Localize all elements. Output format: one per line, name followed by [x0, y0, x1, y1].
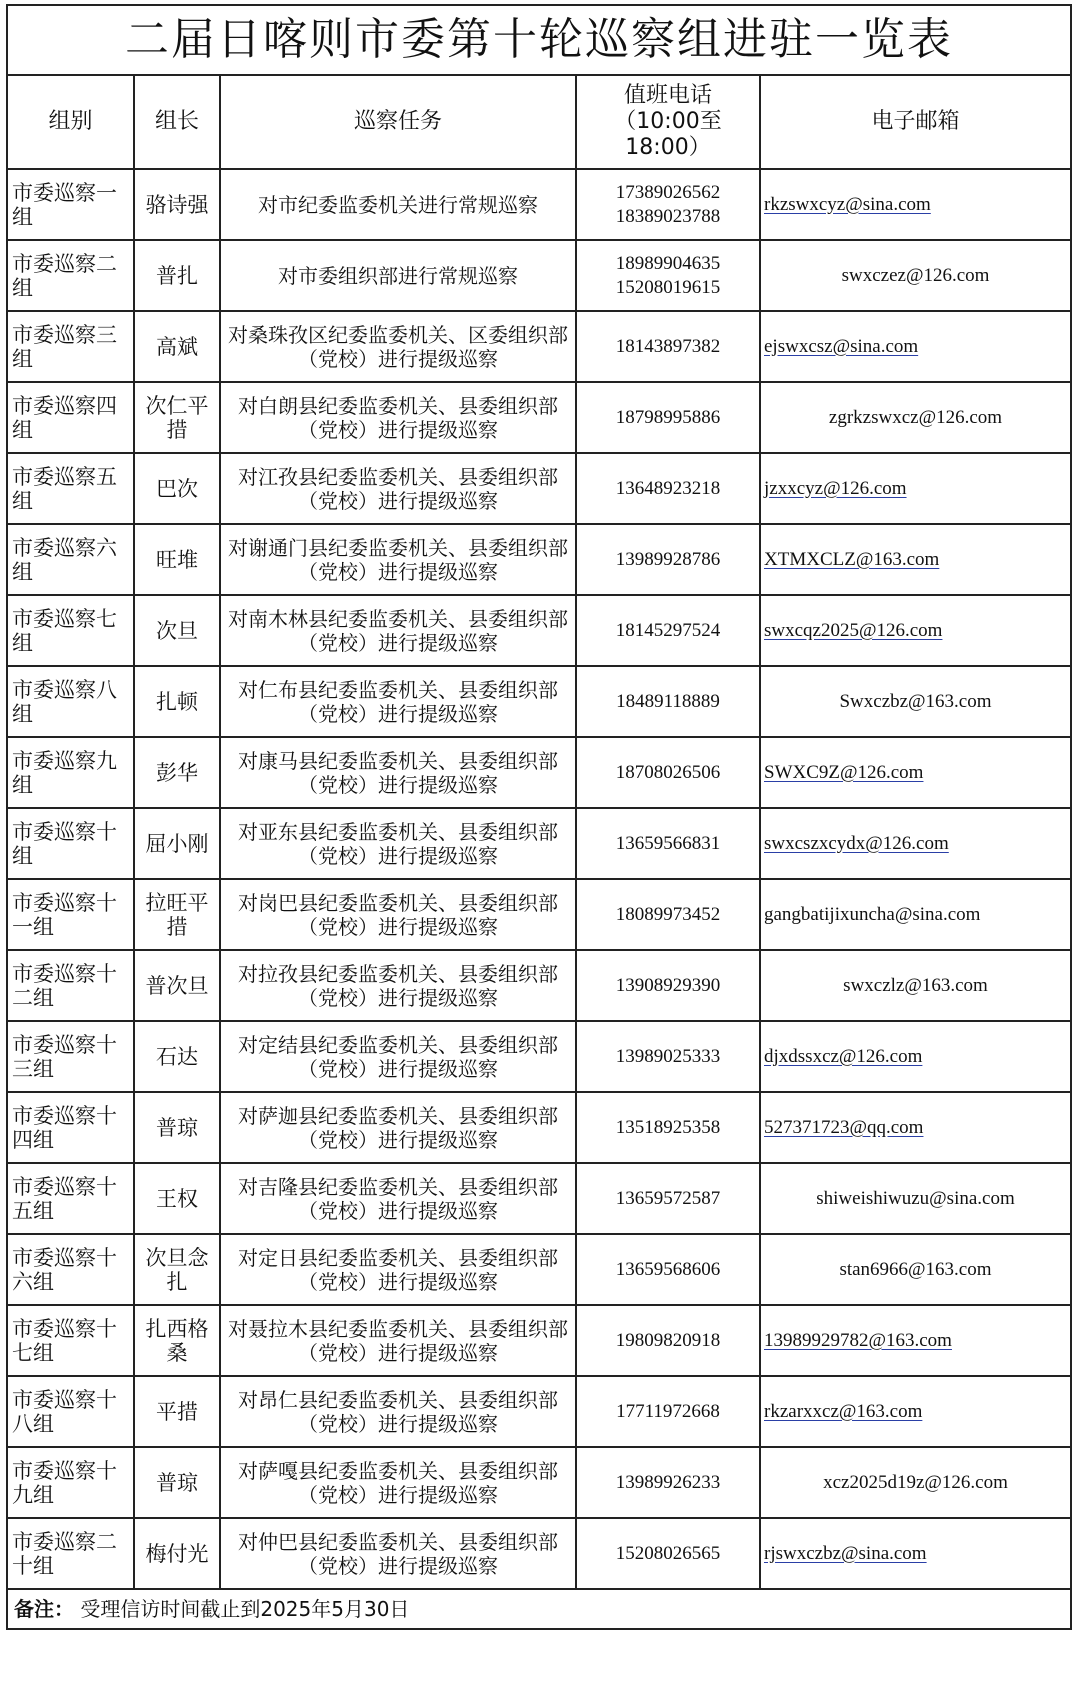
email-cell	[760, 1021, 1070, 1092]
phone-cell	[576, 1092, 760, 1163]
group-cell: 市委巡察六组	[8, 524, 134, 595]
phone-number: 13989928786	[615, 548, 721, 570]
leader-cell: 骆诗强	[134, 169, 220, 240]
table-row	[8, 1447, 1070, 1518]
email-cell	[760, 808, 1070, 879]
phone-number: 15208019615	[615, 276, 721, 298]
email-link[interactable]: xcz2025d19z@126.com	[823, 1471, 1008, 1493]
table-row	[8, 595, 1070, 666]
leader-cell: 彭华	[134, 737, 220, 808]
task-cell: 对定日县纪委监委机关、县委组织部（党校）进行提级巡察	[220, 1234, 576, 1305]
header-email: 电子邮箱	[760, 76, 1070, 169]
leader-cell: 王权	[134, 1163, 220, 1234]
leader-cell: 普琼	[134, 1092, 220, 1163]
table-row	[8, 1234, 1070, 1305]
note-text: 受理信访时间截止到2025年5月30日	[80, 1597, 410, 1621]
email-cell	[760, 666, 1070, 737]
phone-number: 13648923218	[615, 477, 721, 499]
note-label: 备注：	[14, 1597, 74, 1621]
table-row	[8, 737, 1070, 808]
phone-number: 18798995886	[615, 406, 721, 428]
group-cell: 市委巡察十六组	[8, 1234, 134, 1305]
group-cell: 市委巡察二十组	[8, 1518, 134, 1589]
email-link[interactable]: rkzswxcyz@sina.com	[764, 193, 931, 215]
task-cell: 对市纪委监委机关进行常规巡察	[220, 169, 576, 240]
group-cell: 市委巡察一组	[8, 169, 134, 240]
phone-number: 18489118889	[616, 690, 720, 712]
task-cell: 对昂仁县纪委监委机关、县委组织部（党校）进行提级巡察	[220, 1376, 576, 1447]
inspection-table	[8, 76, 1070, 1628]
group-cell: 市委巡察十九组	[8, 1447, 134, 1518]
phone-number: 15208026565	[615, 1542, 721, 1564]
group-cell: 市委巡察八组	[8, 666, 134, 737]
group-cell: 市委巡察十七组	[8, 1305, 134, 1376]
header-group: 组别	[8, 76, 134, 169]
table-row	[8, 1518, 1070, 1589]
email-link[interactable]: swxczez@126.com	[841, 264, 990, 286]
email-link[interactable]: swxcqz2025@126.com	[764, 619, 943, 641]
email-link[interactable]: XTMXCLZ@163.com	[764, 548, 940, 570]
table-row	[8, 453, 1070, 524]
phone-cell	[576, 879, 760, 950]
group-cell: 市委巡察十一组	[8, 879, 134, 950]
task-cell: 对拉孜县纪委监委机关、县委组织部（党校）进行提级巡察	[220, 950, 576, 1021]
email-cell	[760, 1305, 1070, 1376]
phone-number: 13518925358	[615, 1116, 721, 1138]
task-cell: 对市委组织部进行常规巡察	[220, 240, 576, 311]
phone-number: 18708026506	[615, 761, 721, 783]
phone-number: 17711972668	[616, 1400, 720, 1422]
phone-cell	[576, 1518, 760, 1589]
email-link[interactable]: stan6966@163.com	[839, 1258, 992, 1280]
phone-number: 19809820918	[615, 1329, 721, 1351]
email-cell	[760, 1447, 1070, 1518]
leader-cell: 旺堆	[134, 524, 220, 595]
task-cell: 对白朗县纪委监委机关、县委组织部（党校）进行提级巡察	[220, 382, 576, 453]
table-row	[8, 1092, 1070, 1163]
leader-cell: 普琼	[134, 1447, 220, 1518]
task-cell: 对南木林县纪委监委机关、县委组织部（党校）进行提级巡察	[220, 595, 576, 666]
phone-cell	[576, 666, 760, 737]
phone-cell	[576, 311, 760, 382]
phone-number: 13659568606	[615, 1258, 721, 1280]
email-link[interactable]: rkzarxxcz@163.com	[764, 1400, 923, 1422]
email-cell	[760, 1163, 1070, 1234]
table-row	[8, 950, 1070, 1021]
phone-number: 18989904635	[615, 252, 721, 274]
phone-number: 13908929390	[615, 974, 721, 996]
phone-number: 13989025333	[615, 1045, 721, 1067]
email-link[interactable]: gangbatijixuncha@sina.com	[764, 903, 981, 925]
task-cell: 对岗巴县纪委监委机关、县委组织部（党校）进行提级巡察	[220, 879, 576, 950]
email-link[interactable]: ejswxcsz@sina.com	[764, 335, 919, 357]
header-phone-line1: 值班电话	[623, 83, 712, 108]
email-cell	[760, 950, 1070, 1021]
email-cell	[760, 595, 1070, 666]
table-row	[8, 240, 1070, 311]
leader-cell: 梅付光	[134, 1518, 220, 1589]
email-cell	[760, 240, 1070, 311]
group-cell: 市委巡察十八组	[8, 1376, 134, 1447]
phone-cell	[576, 595, 760, 666]
leader-cell: 石达	[134, 1021, 220, 1092]
task-cell: 对聂拉木县纪委监委机关、县委组织部（党校）进行提级巡察	[220, 1305, 576, 1376]
phone-cell	[576, 1305, 760, 1376]
phone-cell	[576, 382, 760, 453]
phone-number: 13659572587	[615, 1187, 721, 1209]
table-body	[8, 169, 1070, 1589]
leader-cell: 屈小刚	[134, 808, 220, 879]
phone-cell	[576, 169, 760, 240]
phone-cell	[576, 1021, 760, 1092]
phone-number: 13659566831	[615, 832, 721, 854]
group-cell: 市委巡察十四组	[8, 1092, 134, 1163]
email-link[interactable]: 13989929782@163.com	[764, 1329, 952, 1351]
task-cell: 对仲巴县纪委监委机关、县委组织部（党校）进行提级巡察	[220, 1518, 576, 1589]
phone-number: 17389026562	[615, 181, 721, 203]
inspection-table-sheet	[6, 4, 1072, 1630]
task-cell: 对亚东县纪委监委机关、县委组织部（党校）进行提级巡察	[220, 808, 576, 879]
email-cell	[760, 1518, 1070, 1589]
phone-cell	[576, 240, 760, 311]
email-link[interactable]: SWXC9Z@126.com	[764, 761, 924, 783]
group-cell: 市委巡察十五组	[8, 1163, 134, 1234]
task-cell: 对谢通门县纪委监委机关、县委组织部（党校）进行提级巡察	[220, 524, 576, 595]
email-cell	[760, 311, 1070, 382]
table-header-row	[8, 76, 1070, 169]
group-cell: 市委巡察十三组	[8, 1021, 134, 1092]
table-row	[8, 879, 1070, 950]
table-row	[8, 808, 1070, 879]
table-row	[8, 1163, 1070, 1234]
leader-cell: 拉旺平措	[134, 879, 220, 950]
phone-cell	[576, 950, 760, 1021]
leader-cell: 次旦	[134, 595, 220, 666]
header-phone-line3: 18:00）	[625, 135, 711, 160]
group-cell: 市委巡察十二组	[8, 950, 134, 1021]
email-link[interactable]: Swxczbz@163.com	[839, 690, 992, 712]
email-link[interactable]: zgrkzswxcz@126.com	[828, 406, 1003, 428]
phone-cell	[576, 1234, 760, 1305]
phone-cell	[576, 1376, 760, 1447]
email-cell	[760, 879, 1070, 950]
header-phone-line2: （10:00至	[614, 109, 722, 134]
email-link[interactable]: 527371723@qq.com	[764, 1116, 924, 1138]
task-cell: 对桑珠孜区纪委监委机关、区委组织部（党校）进行提级巡察	[220, 311, 576, 382]
group-cell: 市委巡察九组	[8, 737, 134, 808]
leader-cell: 平措	[134, 1376, 220, 1447]
email-link[interactable]: swxczlz@163.com	[843, 974, 988, 996]
task-cell: 对萨嘎县纪委监委机关、县委组织部（党校）进行提级巡察	[220, 1447, 576, 1518]
phone-cell	[576, 453, 760, 524]
email-link[interactable]: jzxxcyz@126.com	[764, 477, 907, 499]
email-cell	[760, 737, 1070, 808]
group-cell: 市委巡察十组	[8, 808, 134, 879]
table-row	[8, 1376, 1070, 1447]
leader-cell: 普次旦	[134, 950, 220, 1021]
group-cell: 市委巡察七组	[8, 595, 134, 666]
email-link[interactable]: shiweishiwuzu@sina.com	[816, 1187, 1015, 1209]
email-link[interactable]: djxdssxcz@126.com	[764, 1045, 923, 1067]
table-row	[8, 1021, 1070, 1092]
leader-cell: 次旦念扎	[134, 1234, 220, 1305]
email-link[interactable]: swxcszxcydx@126.com	[764, 832, 949, 854]
table-row	[8, 311, 1070, 382]
email-cell	[760, 524, 1070, 595]
leader-cell: 扎顿	[134, 666, 220, 737]
group-cell: 市委巡察五组	[8, 453, 134, 524]
table-row	[8, 666, 1070, 737]
table-row	[8, 169, 1070, 240]
task-cell: 对定结县纪委监委机关、县委组织部（党校）进行提级巡察	[220, 1021, 576, 1092]
note-row	[8, 1589, 1070, 1628]
email-cell	[760, 1092, 1070, 1163]
phone-cell	[576, 1163, 760, 1234]
page-title: 二届日喀则市委第十轮巡察组进驻一览表	[8, 6, 1070, 76]
task-cell: 对仁布县纪委监委机关、县委组织部（党校）进行提级巡察	[220, 666, 576, 737]
task-cell: 对萨迦县纪委监委机关、县委组织部（党校）进行提级巡察	[220, 1092, 576, 1163]
table-row	[8, 382, 1070, 453]
leader-cell: 普扎	[134, 240, 220, 311]
phone-number: 18089973452	[615, 903, 721, 925]
phone-cell	[576, 524, 760, 595]
leader-cell: 扎西格桑	[134, 1305, 220, 1376]
header-task: 巡察任务	[220, 76, 576, 169]
email-cell	[760, 453, 1070, 524]
task-cell: 对康马县纪委监委机关、县委组织部（党校）进行提级巡察	[220, 737, 576, 808]
group-cell: 市委巡察二组	[8, 240, 134, 311]
task-cell: 对江孜县纪委监委机关、县委组织部（党校）进行提级巡察	[220, 453, 576, 524]
table-row	[8, 1305, 1070, 1376]
email-link[interactable]: rjswxczbz@sina.com	[764, 1542, 927, 1564]
group-cell: 市委巡察三组	[8, 311, 134, 382]
group-cell: 市委巡察四组	[8, 382, 134, 453]
phone-number: 18389023788	[615, 205, 721, 227]
phone-cell	[576, 1447, 760, 1518]
task-cell: 对吉隆县纪委监委机关、县委组织部（党校）进行提级巡察	[220, 1163, 576, 1234]
email-cell	[760, 169, 1070, 240]
phone-number: 13989926233	[615, 1471, 721, 1493]
email-cell	[760, 1376, 1070, 1447]
header-leader: 组长	[134, 76, 220, 169]
leader-cell: 巴次	[134, 453, 220, 524]
phone-number: 18143897382	[615, 335, 721, 357]
leader-cell: 高斌	[134, 311, 220, 382]
phone-number: 18145297524	[615, 619, 721, 641]
table-row	[8, 524, 1070, 595]
header-phone	[576, 76, 760, 169]
phone-cell	[576, 737, 760, 808]
note-cell	[8, 1589, 1070, 1628]
phone-cell	[576, 808, 760, 879]
email-cell	[760, 382, 1070, 453]
leader-cell: 次仁平措	[134, 382, 220, 453]
email-cell	[760, 1234, 1070, 1305]
